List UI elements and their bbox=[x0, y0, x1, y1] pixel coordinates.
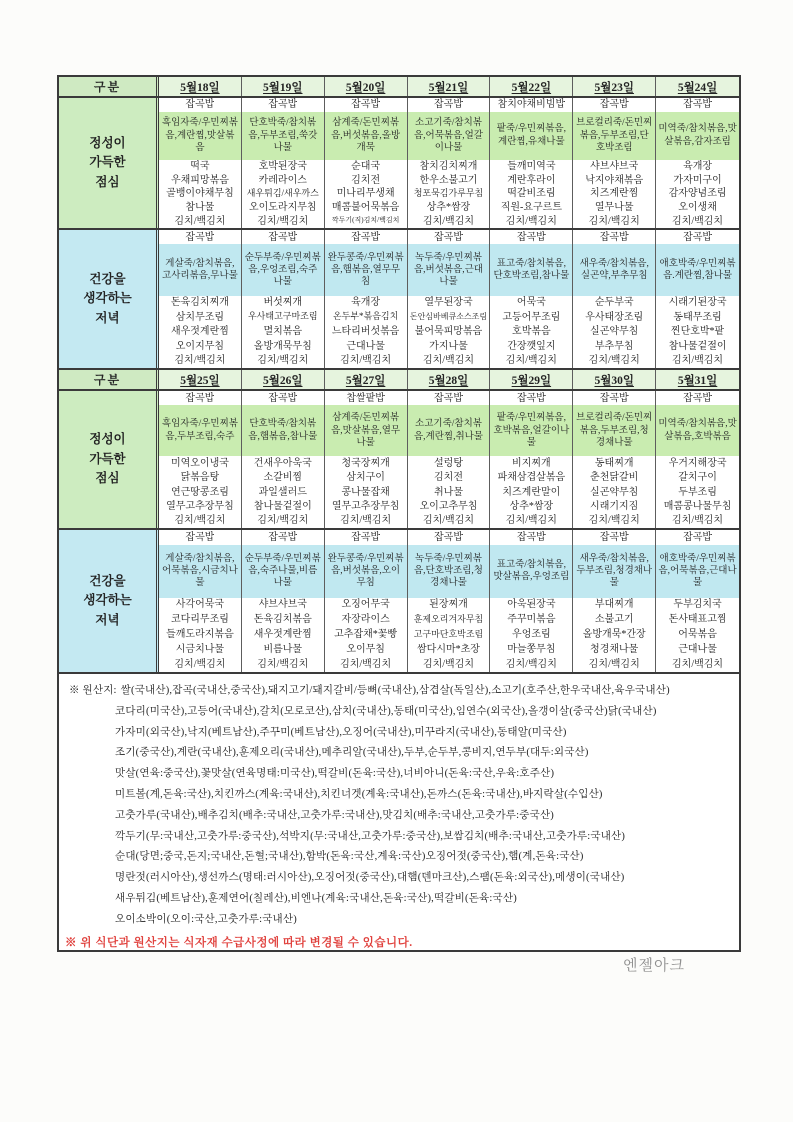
menu-item: 오이생채 bbox=[678, 202, 717, 214]
menu-cell bbox=[159, 230, 242, 368]
menu-item: 고구마단호박조림 bbox=[413, 628, 484, 639]
menu-item: 어묵국 bbox=[516, 297, 546, 309]
menu-cell bbox=[490, 530, 573, 672]
menu-item: 온두부*볶음김치 bbox=[332, 311, 399, 322]
porridge-item: 녹두죽/우민찌볶음,단호박조림,청경채나물 bbox=[408, 545, 490, 598]
porridge-item: 소고기죽/참치볶음,계란찜,취나물 bbox=[408, 405, 490, 456]
menu-item: 아욱된장국 bbox=[507, 599, 556, 611]
porridge-item: 소고기죽/참치볶음,어묵볶음,얼갈이나물 bbox=[408, 112, 490, 160]
menu-item: 미역오이냉국 bbox=[170, 457, 229, 469]
menu-item: 계란후라이 bbox=[507, 174, 556, 186]
rice-item: 잡곡밥 bbox=[185, 531, 215, 543]
porridge-item: 미역죽/참치볶음,맛살볶음,호박볶음 bbox=[656, 405, 739, 456]
menu-item: 삼치무조림 bbox=[175, 311, 225, 323]
menu-item: 실곤약무침 bbox=[590, 486, 639, 498]
menu-item: 올방개묵*간장 bbox=[582, 629, 646, 641]
menu-item: 떡국 bbox=[190, 161, 210, 173]
menu-item: 참나물겉절이 bbox=[253, 500, 312, 512]
rice-item: 잡곡밥 bbox=[516, 231, 546, 243]
origin-line: 코다리(미국산),고등어(국내산),갈치(모로코산),삼치(국내산),동태(미국산),임연수(외국산),올갱이살(중국산)닭(국내산) bbox=[115, 705, 657, 717]
menu-item: 상추*쌈장 bbox=[426, 202, 471, 214]
menu-item: 동태찌개 bbox=[594, 457, 634, 469]
menu-item: 찐단호박*팥 bbox=[670, 326, 725, 338]
menu-cell bbox=[490, 98, 573, 228]
rice-item: 잡곡밥 bbox=[185, 99, 215, 111]
porridge-item: 녹두죽/우민찌볶음,버섯볶음,근대나물 bbox=[408, 244, 490, 295]
porridge-item: 삼계죽/돈민찌볶음,맛살볶음,열무나물 bbox=[325, 405, 407, 456]
menu-cell bbox=[656, 391, 739, 528]
menu-item: 육개장 bbox=[683, 161, 713, 173]
menu-item: 고등어무조림 bbox=[502, 311, 561, 323]
menu-item: 불어묵피망볶음 bbox=[414, 326, 483, 338]
menu-cell bbox=[573, 98, 656, 228]
rice-item: 잡곡밥 bbox=[599, 392, 629, 404]
dinner-row bbox=[59, 530, 739, 674]
kimchi-item: 김치/백김치 bbox=[422, 659, 475, 671]
porridge-item: 표고죽/참치볶음,단호박조림,참나물 bbox=[490, 244, 572, 295]
rice-item: 잡곡밥 bbox=[683, 231, 713, 243]
porridge-item: 팥죽/우민찌볶음,호박볶음,얼갈이나물 bbox=[490, 405, 572, 456]
menu-item: 주꾸미볶음 bbox=[507, 614, 556, 626]
rice-item: 잡곡밥 bbox=[599, 99, 629, 111]
kimchi-item: 김치/백김치 bbox=[588, 515, 640, 527]
menu-table bbox=[59, 77, 739, 674]
menu-item: 시래기지짐 bbox=[590, 500, 639, 512]
menu-item: 매콤콩나물무침 bbox=[663, 500, 732, 512]
kimchi-item: 김치/백김치 bbox=[588, 355, 640, 367]
menu-cell bbox=[573, 391, 656, 528]
origin-line: 조기(중국산),계란(국내산),훈제오리(국내산),메추리알(국내산),두부,순두부,콩비지,연두부(대두:외국산) bbox=[115, 747, 589, 759]
menu-item: 우거지해장국 bbox=[668, 457, 727, 469]
kimchi-item: 김치/백김치 bbox=[257, 215, 309, 227]
menu-item: 한우소불고기 bbox=[419, 174, 478, 186]
header-row bbox=[59, 370, 739, 391]
menu-item: 호박된장국 bbox=[258, 161, 307, 173]
rice-item: 잡곡밥 bbox=[434, 99, 463, 111]
menu-item: 건새우아욱국 bbox=[253, 457, 312, 469]
menu-item: 취나물 bbox=[434, 486, 463, 498]
menu-cell bbox=[408, 98, 491, 228]
menu-item: 청경채나물 bbox=[590, 644, 639, 656]
porridge-item: 새우죽/참치볶음,실곤약,부추무침 bbox=[573, 244, 655, 295]
origin-line: 가자미(외국산),낙지(베트남산),주꾸미(베트남산),오징어(국내산),미꾸라지(국내산),동태알(미국산) bbox=[115, 726, 567, 738]
menu-cell bbox=[242, 98, 325, 228]
menu-cell bbox=[159, 98, 242, 228]
menu-item: 된장찌개 bbox=[429, 599, 468, 611]
menu-item: 버섯찌개 bbox=[263, 297, 303, 309]
date-cell: 5월24일 bbox=[656, 77, 739, 96]
menu-item: 돈사태표고찜 bbox=[668, 614, 727, 626]
porridge-item: 완두콩죽/우민찌볶음,햄볶음,열무무침 bbox=[325, 244, 407, 295]
menu-item: 순두부국 bbox=[594, 297, 634, 309]
kimchi-item: 김치/백김치 bbox=[672, 355, 724, 367]
menu-item: 비지찌개 bbox=[512, 457, 551, 469]
kimchi-item: 김치/백김치 bbox=[257, 515, 309, 527]
dinner-row-label: 건강을 생각하는 저녁 bbox=[59, 530, 159, 672]
menu-item: 멸치볶음 bbox=[263, 326, 303, 338]
kimchi-item: 김치/백김치 bbox=[505, 215, 557, 227]
menu-item: 두부조림 bbox=[678, 486, 717, 498]
menu-cell bbox=[242, 391, 325, 528]
menu-item: 오이무침 bbox=[346, 644, 385, 656]
menu-item: 열무나물 bbox=[594, 202, 634, 214]
menu-cell bbox=[159, 391, 242, 528]
menu-item: 오이지무침 bbox=[175, 340, 225, 352]
menu-item: 올방개묵무침 bbox=[253, 340, 312, 352]
porridge-item: 순두부죽/우민찌볶음,우엉조림,숙주나물 bbox=[242, 244, 324, 295]
porridge-item: 게살죽/참치볶음,어묵볶음,시금치나물 bbox=[159, 545, 241, 598]
menu-cell bbox=[573, 530, 656, 672]
menu-cell bbox=[325, 98, 408, 228]
menu-cell bbox=[325, 230, 408, 368]
porridge-item: 흑임자죽/우민찌볶음,두부조림,숙주 bbox=[159, 405, 241, 456]
date-cell: 5월26일 bbox=[242, 370, 325, 389]
menu-item: 동태무조림 bbox=[673, 311, 722, 323]
date-cell: 5월23일 bbox=[573, 77, 656, 96]
kimchi-item: 김치/백김치 bbox=[422, 215, 475, 227]
kimchi-item: 김치/백김치 bbox=[672, 659, 724, 671]
menu-item: 우채피망볶음 bbox=[170, 174, 229, 186]
kimchi-item: 김치/백김치 bbox=[588, 659, 640, 671]
menu-item: 비름나물 bbox=[263, 644, 303, 656]
date-cell: 5월19일 bbox=[242, 77, 325, 96]
menu-cell bbox=[490, 391, 573, 528]
menu-item: 가지나물 bbox=[429, 340, 468, 352]
menu-item: 샤브샤브국 bbox=[590, 161, 639, 173]
menu-item: 시래기된장국 bbox=[668, 297, 727, 309]
kimchi-item: 김치/백김치 bbox=[174, 659, 226, 671]
menu-item: 열무고추장무침 bbox=[331, 500, 400, 512]
date-cell: 5월27일 bbox=[325, 370, 408, 389]
menu-item: 두부김치국 bbox=[673, 599, 722, 611]
menu-item: 우엉조림 bbox=[512, 629, 551, 641]
menu-cell bbox=[408, 530, 491, 672]
rice-item: 잡곡밥 bbox=[351, 99, 381, 111]
kimchi-item: 김치/백김치 bbox=[257, 355, 309, 367]
origin-line: 깍두기(무:국내산,고춧가루:중국산),석박지(무:국내산,고춧가루:중국산),보쌈김치(배추:국내산,고춧가루:국내산) bbox=[115, 830, 626, 842]
rice-item: 잡곡밥 bbox=[434, 231, 463, 243]
lunch-row bbox=[59, 98, 739, 230]
menu-item: 근대나물 bbox=[678, 644, 717, 656]
kimchi-item: 김치/백김치 bbox=[257, 659, 309, 671]
menu-item: 김치전 bbox=[351, 174, 381, 186]
kimchi-item: 김치/백김치 bbox=[588, 215, 640, 227]
date-cell: 5월25일 bbox=[159, 370, 242, 389]
menu-item: 직원-요구르트 bbox=[500, 202, 562, 214]
menu-item: 새우젓계란찜 bbox=[170, 326, 229, 338]
menu-item: 우사태장조림 bbox=[585, 311, 644, 323]
menu-item: 훈제오리겨자무침 bbox=[413, 613, 484, 624]
menu-item: 부대찌개 bbox=[594, 599, 634, 611]
porridge-item: 미역죽/참치볶음,맛살볶음,감자조림 bbox=[656, 112, 739, 160]
menu-item: 간장깻잎지 bbox=[507, 340, 556, 352]
rice-item: 잡곡밥 bbox=[683, 392, 713, 404]
menu-item: 치즈계란찜 bbox=[590, 188, 639, 200]
menu-item: 샤브샤브국 bbox=[258, 599, 307, 611]
menu-item: 상추*쌈장 bbox=[509, 500, 554, 512]
kimchi-item: 김치/백김치 bbox=[340, 515, 392, 527]
menu-item: 들깨미역국 bbox=[507, 161, 556, 173]
kimchi-item: 김치/백김치 bbox=[340, 355, 392, 367]
kimchi-item: 김치/백김치 bbox=[174, 355, 226, 367]
menu-item: 새우젓계란찜 bbox=[253, 629, 312, 641]
menu-item: 카레라이스 bbox=[258, 174, 307, 186]
menu-item: 연근땅콩조림 bbox=[170, 486, 229, 498]
kimchi-item: 김치/백김치 bbox=[340, 659, 392, 671]
porridge-item: 순두부죽/우민찌볶음,숙주나물,비름나물 bbox=[242, 545, 324, 598]
menu-cell bbox=[242, 530, 325, 672]
menu-cell bbox=[325, 530, 408, 672]
menu-item: 돈육김치볶음 bbox=[253, 614, 312, 626]
menu-cell bbox=[408, 391, 491, 528]
rice-item: 잡곡밥 bbox=[185, 392, 215, 404]
menu-item: 참나물 bbox=[185, 202, 215, 214]
menu-cell bbox=[573, 230, 656, 368]
rice-item: 잡곡밥 bbox=[268, 392, 298, 404]
menu-item: 참치김치찌개 bbox=[419, 161, 478, 173]
menu-item: 매콤불어묵볶음 bbox=[331, 202, 400, 214]
origin-line: 고춧가루(국내산),배추김치(배추:국내산,고춧가루:국내산),맛김치(배추:국내산,고춧가루:중국산) bbox=[115, 809, 554, 821]
menu-item: 닭볶음탕 bbox=[180, 472, 220, 484]
menu-item: 콩나물잡채 bbox=[341, 486, 390, 498]
lunch-row-label: 정성이 가득한 점심 bbox=[59, 391, 159, 528]
menu-item: 참나물겉절이 bbox=[668, 340, 727, 352]
date-cell: 5월21일 bbox=[408, 77, 491, 96]
lunch-row-label: 정성이 가득한 점심 bbox=[59, 98, 159, 228]
lunch-row bbox=[59, 391, 739, 530]
kimchi-item: 깍두기(직)김치/백김치 bbox=[331, 216, 400, 225]
menu-item: 감자양념조림 bbox=[668, 188, 727, 200]
porridge-item: 팥죽/우민찌볶음,계란찜,유채나물 bbox=[490, 112, 572, 160]
menu-item: 부추무침 bbox=[594, 340, 634, 352]
menu-item: 오징어무국 bbox=[341, 599, 390, 611]
menu-item: 가자미구이 bbox=[673, 174, 722, 186]
menu-item: 느타리버섯볶음 bbox=[331, 326, 400, 338]
menu-sheet bbox=[57, 75, 741, 952]
kimchi-item: 김치/백김치 bbox=[174, 515, 226, 527]
kimchi-item: 김치/백김치 bbox=[672, 215, 724, 227]
menu-item: 새우튀김/새우까스 bbox=[246, 188, 319, 198]
origin-line: 오이소박이(오이:국산,고춧가루:국내산) bbox=[115, 913, 297, 925]
kimchi-item: 김치/백김치 bbox=[672, 515, 724, 527]
rice-item: 잡곡밥 bbox=[516, 392, 546, 404]
menu-item: 삼치구이 bbox=[346, 472, 385, 484]
kimchi-item: 김치/백김치 bbox=[174, 215, 226, 227]
menu-item: 설렁탕 bbox=[434, 457, 463, 469]
origin-line: 새우튀김(베트남산),훈제연어(칠레산),비엔나(계육:국내산,돈육:국산),떡갈비(돈육:국산) bbox=[115, 892, 517, 904]
origin-line: 순대(당면;중국,돈지;국내산,돈혈;국내산),함박(돈육:국산,계육:국산)오징어젓(중국산),햄(계,돈육:국산) bbox=[115, 851, 584, 863]
menu-item: 열무고추장무침 bbox=[166, 500, 234, 512]
porridge-item: 브로컬리죽/돈민찌볶음,두부조림,청경채나물 bbox=[573, 405, 655, 456]
menu-item: 미나리무생채 bbox=[336, 188, 395, 200]
menu-item: 육개장 bbox=[351, 297, 381, 309]
rice-item: 잡곡밥 bbox=[599, 531, 629, 543]
menu-item: 들깨도라지볶음 bbox=[166, 629, 234, 641]
menu-item: 돈육김치찌개 bbox=[170, 297, 229, 309]
menu-cell bbox=[656, 230, 739, 368]
rice-item: 잡곡밥 bbox=[683, 531, 713, 543]
menu-item: 순대국 bbox=[351, 161, 381, 173]
menu-cell bbox=[325, 391, 408, 528]
menu-item: 돈안심바베큐소스조림 bbox=[409, 311, 488, 321]
porridge-item: 흑임자죽/우민찌볶음,계란찜,맛살볶음 bbox=[159, 112, 241, 160]
origin-label: ※ 원산지: bbox=[69, 685, 117, 696]
rice-item: 잡곡밥 bbox=[434, 531, 463, 543]
menu-cell bbox=[490, 230, 573, 368]
porridge-item: 단호박죽/참치볶음,햄볶음,참나물 bbox=[242, 405, 324, 456]
menu-item: 낙지야채볶음 bbox=[585, 174, 644, 186]
menu-item: 소불고기 bbox=[594, 614, 634, 626]
porridge-item: 삼계죽/돈민찌볶음,버섯볶음,올방개묵 bbox=[325, 112, 407, 160]
menu-item: 파채삼겹살볶음 bbox=[497, 472, 566, 484]
rice-item: 잡곡밥 bbox=[268, 231, 298, 243]
porridge-item: 단호박죽/참치볶음,두부조림,쑥갓나물 bbox=[242, 112, 324, 160]
kimchi-item: 김치/백김치 bbox=[422, 355, 475, 367]
dinner-row-label: 건강을 생각하는 저녁 bbox=[59, 230, 159, 368]
rice-item: 잡곡밥 bbox=[683, 99, 713, 111]
notice-text: ※ 위 식단과 원산지는 식자재 수급사정에 따라 변경될 수 있습니다. bbox=[65, 937, 413, 949]
menu-item: 사각어묵국 bbox=[175, 599, 225, 611]
menu-item: 실곤약무침 bbox=[590, 326, 639, 338]
menu-item: 춘천닭갈비 bbox=[590, 472, 639, 484]
porridge-item: 게살죽/참치볶음,고사리볶음,무나물 bbox=[159, 244, 241, 295]
menu-item: 고추잡채*꽃빵 bbox=[334, 629, 398, 641]
kimchi-item: 김치/백김치 bbox=[422, 515, 475, 527]
corner-label: 구분 bbox=[59, 77, 159, 96]
origin-line: 명란젓(러시아산),생선까스(명태:러시아산),오징어젓(중국산),대햄(덴마크산),스팸(돈육:외국산),메생이(국내산) bbox=[115, 872, 625, 884]
menu-cell bbox=[242, 230, 325, 368]
origin-line: 맛살(연육:중국산),꽃맛살(연육명태:미국산),떡갈비(돈육:국산),너비아니(돈육:국산,우육:호주산) bbox=[115, 768, 555, 780]
origin-line: 미트볼(계,돈육:국산),치킨까스(계육:국내산),치킨너겟(계육:국내산),돈까스(돈육:국내산),바지락살(수입산) bbox=[115, 788, 603, 800]
company-watermark: 엔젤아크 bbox=[623, 957, 685, 974]
rice-item: 찹쌀팥밥 bbox=[346, 392, 385, 404]
menu-item: 김치전 bbox=[434, 472, 463, 484]
date-cell: 5월18일 bbox=[159, 77, 242, 96]
menu-item: 자장라이스 bbox=[341, 614, 390, 626]
kimchi-item: 김치/백김치 bbox=[505, 515, 557, 527]
menu-item: 갈치구이 bbox=[678, 472, 717, 484]
kimchi-item: 김치/백김치 bbox=[505, 355, 557, 367]
date-cell: 5월29일 bbox=[490, 370, 573, 389]
menu-item: 청국장찌개 bbox=[341, 457, 390, 469]
menu-item: 소갈비찜 bbox=[263, 472, 303, 484]
porridge-item: 애호박죽/우민찌볶음,어묵볶음,근대나물 bbox=[656, 545, 739, 598]
menu-item: 쌈다시마*초장 bbox=[417, 644, 480, 656]
corner-label: 구분 bbox=[59, 370, 159, 389]
menu-item: 마늘쫑무침 bbox=[507, 644, 556, 656]
rice-item: 잡곡밥 bbox=[268, 531, 298, 543]
rice-item: 잡곡밥 bbox=[351, 531, 381, 543]
header-row bbox=[59, 77, 739, 98]
rice-item: 잡곡밥 bbox=[434, 392, 463, 404]
date-cell: 5월20일 bbox=[325, 77, 408, 96]
menu-item: 우사태고구마조림 bbox=[247, 311, 318, 322]
date-cell: 5월30일 bbox=[573, 370, 656, 389]
menu-item: 열무된장국 bbox=[424, 297, 473, 309]
porridge-item: 완두콩죽/우민찌볶음,버섯볶음,오이무침 bbox=[325, 545, 407, 598]
rice-item: 잡곡밥 bbox=[268, 99, 298, 111]
rice-item: 잡곡밥 bbox=[351, 231, 381, 243]
porridge-item: 표고죽/참치볶음,맛살볶음,우엉조림 bbox=[490, 545, 572, 598]
rice-item: 잡곡밥 bbox=[599, 231, 629, 243]
menu-cell bbox=[159, 530, 242, 672]
date-cell: 5월22일 bbox=[490, 77, 573, 96]
menu-item: 호박볶음 bbox=[512, 326, 551, 338]
origin-line bbox=[69, 681, 729, 702]
date-cell: 5월31일 bbox=[656, 370, 739, 389]
porridge-item: 브로컬리죽/돈민찌볶음,두부조림,단호박조림 bbox=[573, 112, 655, 160]
rice-item: 잡곡밥 bbox=[516, 531, 546, 543]
menu-item: 코다리무조림 bbox=[170, 614, 229, 626]
porridge-item: 새우죽/참치볶음,두부조림,청경채나물 bbox=[573, 545, 655, 598]
menu-item: 청포묵김가루무침 bbox=[413, 188, 484, 198]
menu-cell bbox=[656, 98, 739, 228]
dinner-row bbox=[59, 230, 739, 370]
menu-cell bbox=[408, 230, 491, 368]
menu-item: 오이고추무침 bbox=[419, 500, 478, 512]
date-cell: 5월28일 bbox=[408, 370, 491, 389]
menu-item: 골뱅이야채무침 bbox=[166, 188, 234, 200]
menu-item: 떡갈비조림 bbox=[507, 188, 556, 200]
origin-section bbox=[59, 674, 739, 932]
rice-item: 잡곡밥 bbox=[185, 231, 215, 243]
menu-item: 치즈계란말이 bbox=[502, 486, 561, 498]
menu-item: 어묵볶음 bbox=[678, 629, 717, 641]
rice-item: 참치야채비빔밥 bbox=[497, 99, 566, 111]
menu-item: 근대나물 bbox=[346, 340, 385, 352]
menu-item: 시금치나물 bbox=[175, 644, 225, 656]
menu-item: 오이도라지무침 bbox=[248, 202, 317, 214]
origin-line-text: 쌀(국내산),잡곡(국내산,중국산),돼지고기/돼지갈비/등뼈(국내산),삼겹살(독일산),소고기(호주산,한우국내산,육우국내산) bbox=[120, 685, 670, 696]
menu-item: 과일샐러드 bbox=[258, 486, 307, 498]
menu-cell bbox=[656, 530, 739, 672]
kimchi-item: 김치/백김치 bbox=[505, 659, 557, 671]
porridge-item: 애호박죽/우민찌볶음.계란찜,참나물 bbox=[656, 244, 739, 295]
